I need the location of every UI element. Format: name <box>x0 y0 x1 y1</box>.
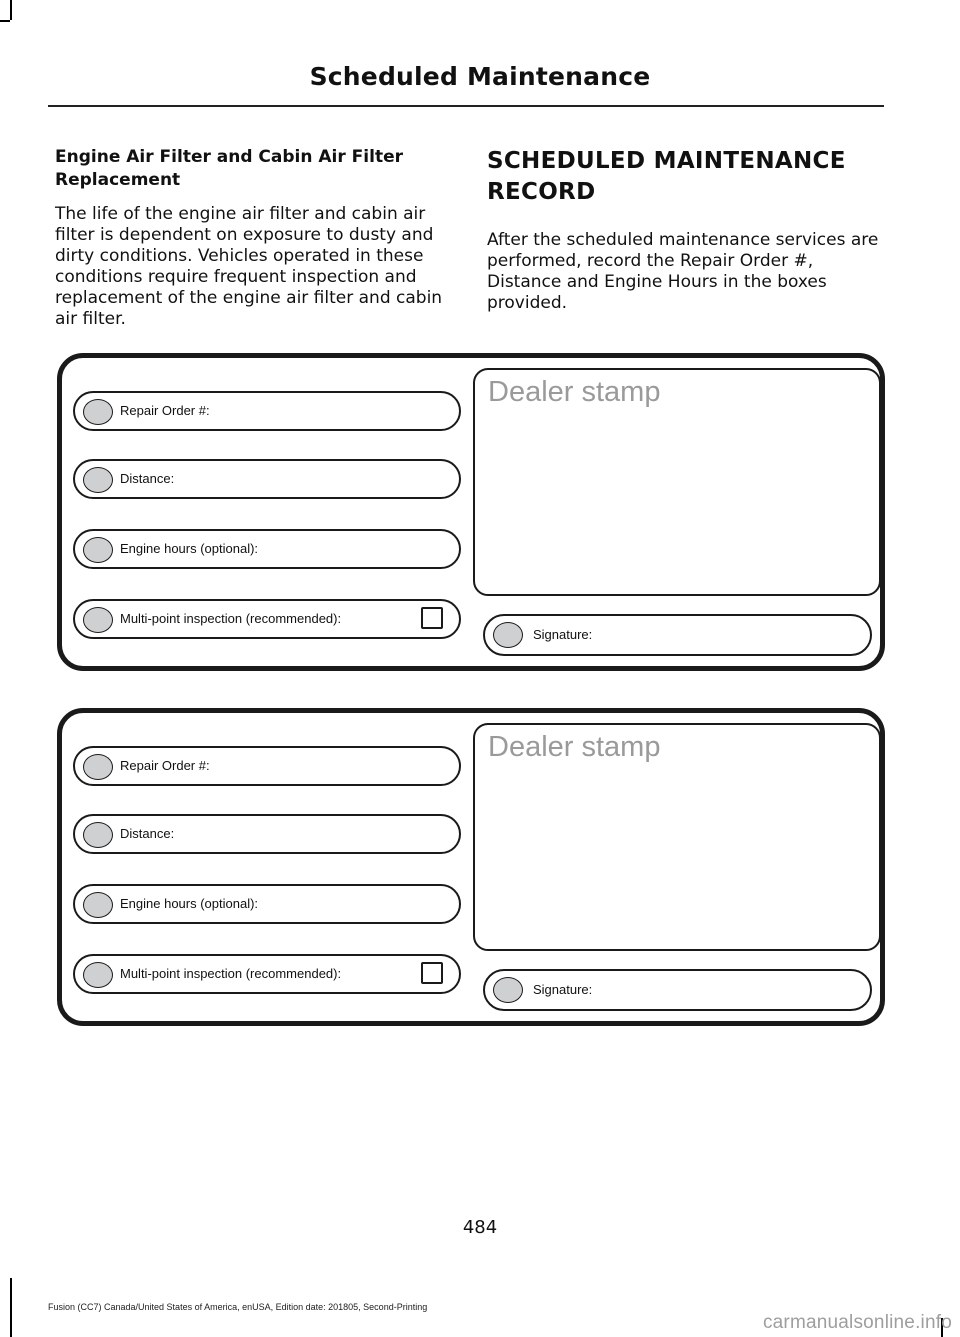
field-bullet-icon <box>83 822 113 848</box>
dealer-stamp-box <box>473 368 881 596</box>
left-column <box>55 146 450 330</box>
dealer-stamp-label: Dealer stamp <box>488 731 661 763</box>
edition-footer: Fusion (CC7) Canada/United States of America, enUSA, Edition date: 201805, Second-Printing <box>48 1302 428 1312</box>
field-bullet-icon <box>83 399 113 425</box>
repair-order-label: Repair Order #: <box>120 403 210 418</box>
page-title: Scheduled Maintenance <box>309 62 651 91</box>
distance-label: Distance: <box>120 471 175 486</box>
maintenance-record-card <box>57 708 885 1026</box>
engine-hours-field[interactable] <box>73 884 461 924</box>
field-bullet-icon <box>83 962 113 988</box>
field-bullet-icon <box>83 537 113 563</box>
engine-hours-label: Engine hours (optional): <box>120 541 259 556</box>
repair-order-label: Repair Order #: <box>120 758 210 773</box>
maintenance-record-card <box>57 353 885 671</box>
crop-mark <box>10 0 12 20</box>
field-bullet-icon <box>83 467 113 493</box>
field-bullet-icon <box>83 754 113 780</box>
engine-hours-field[interactable] <box>73 529 461 569</box>
field-bullet-icon <box>493 622 523 648</box>
distance-field[interactable] <box>73 814 461 854</box>
body-paragraph: The life of the engine air filter and cabin air filter is dependent on exposure to dusty and dirty conditions. Vehicles operated in these conditions require frequent inspection and replacement of the engine air filter and cabin air filter. <box>55 204 443 329</box>
repair-order-field[interactable] <box>73 746 461 786</box>
field-bullet-icon <box>83 892 113 918</box>
crop-mark <box>0 20 10 22</box>
signature-label: Signature: <box>533 627 593 642</box>
signature-label: Signature: <box>533 982 593 997</box>
site-watermark[interactable]: carmanualsonline.info <box>762 1312 952 1333</box>
distance-label: Distance: <box>120 826 175 841</box>
dealer-stamp-label: Dealer stamp <box>488 376 661 408</box>
inspection-checkbox[interactable] <box>421 607 443 629</box>
inspection-field <box>73 954 461 994</box>
field-bullet-icon <box>493 977 523 1003</box>
repair-order-field[interactable] <box>73 391 461 431</box>
engine-hours-label: Engine hours (optional): <box>120 896 259 911</box>
signature-field[interactable] <box>483 614 872 656</box>
crop-mark <box>10 1278 12 1337</box>
dealer-stamp-box <box>473 723 881 951</box>
section-subheading: Engine Air Filter and Cabin Air Filter Replacement <box>55 147 403 190</box>
inspection-checkbox[interactable] <box>421 962 443 984</box>
section-heading: SCHEDULED MAINTENANCE RECORD <box>487 148 846 205</box>
inspection-field <box>73 599 461 639</box>
inspection-label: Multi-point inspection (recommended): <box>120 966 342 981</box>
page-number: 484 <box>462 1217 498 1238</box>
body-paragraph: After the scheduled maintenance services are performed, record the Repair Order #, Distance and Engine Hours in the boxes provided. <box>487 230 879 313</box>
title-divider <box>48 105 884 107</box>
right-column <box>487 146 887 314</box>
distance-field[interactable] <box>73 459 461 499</box>
signature-field[interactable] <box>483 969 872 1011</box>
inspection-label: Multi-point inspection (recommended): <box>120 611 342 626</box>
field-bullet-icon <box>83 607 113 633</box>
